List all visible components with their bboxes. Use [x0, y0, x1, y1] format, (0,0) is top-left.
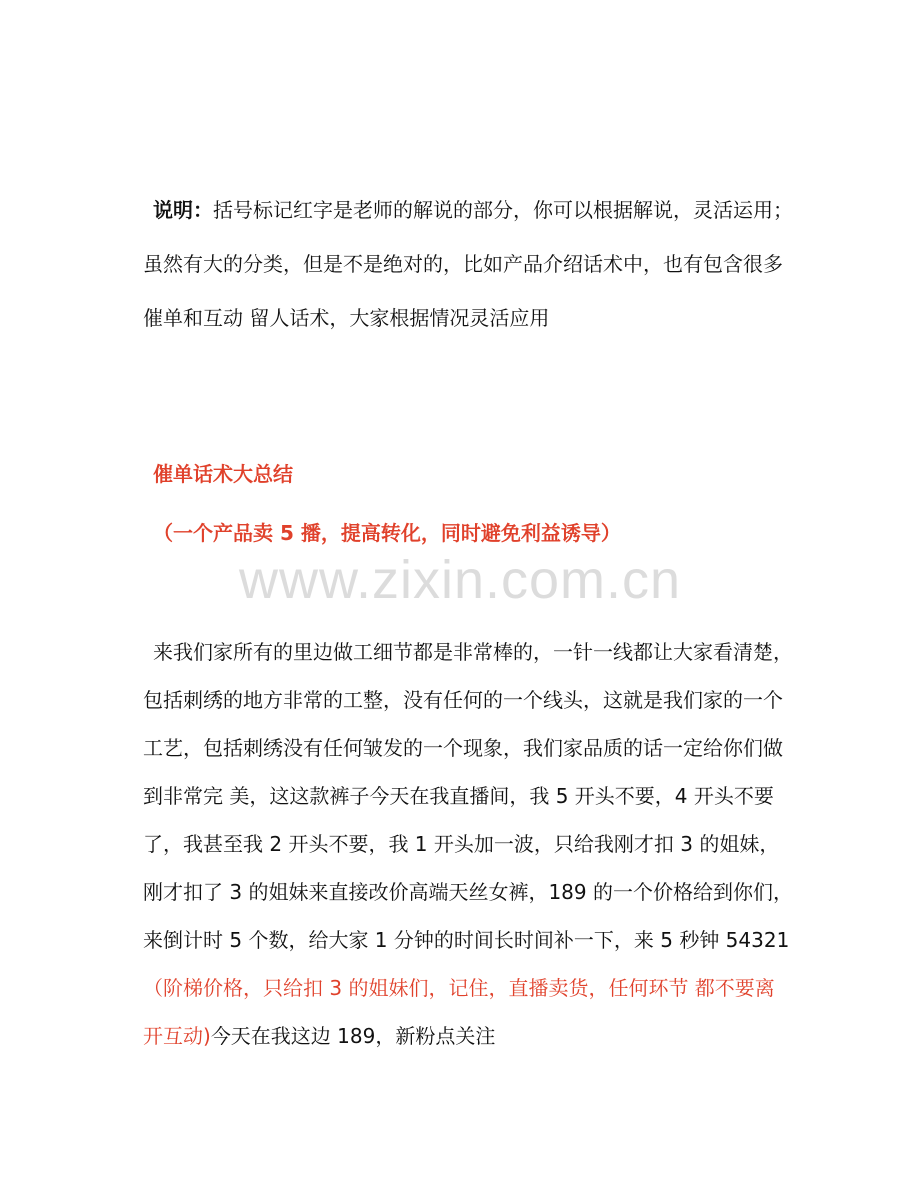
- script-tail: 今天在我这边 189，新粉点关注: [210, 1024, 496, 1048]
- teacher-note: （阶梯价格，只给扣 3 的姐妹们，记住，直播卖货，任何环节 都不要离开互动): [143, 976, 775, 1048]
- section-title: 催单话术大总结: [153, 462, 293, 486]
- note-paragraph: [143, 183, 793, 345]
- script-paragraph: [143, 628, 793, 1060]
- note-text: 括号标记红字是老师的解说的部分，你可以根据解说，灵活运用； 虽然有大的分类，但是不是绝对的，比如产品介绍话术中，也有包含很多催单和互动 留人话术，大家根据情况灵活应用: [143, 198, 793, 330]
- watermark: www.zixin.com.cn: [238, 550, 682, 610]
- note-label: 说明：: [153, 198, 213, 222]
- section-subtitle: （一个产品卖 5 播，提高转化，同时避免利益诱导）: [153, 521, 621, 545]
- script-text: 来我们家所有的里边做工细节都是非常棒的，一针一线都让大家看清楚，包括刺绣的地方非常的工整，没有任何的一个线头，这就是我们家的一个工艺，包括刺绣没有任何皱发的一个现象，我们家品质的话一定给你们做到非常完 美，这这款裤子今天在我直播间，我 5 开头不要，4 开头不要了，我甚至我 2 开头不要，我 1 开头加一波，只给我刚才扣 3 的姐妹，刚才扣了 3 的姐妹来直接改价高端天丝女裤，189 的一个价格给到你们，来倒计时 5 个数，给大家 1 分钟的时间长时间补一下，来 5 秒钟 54321: [143, 640, 793, 952]
